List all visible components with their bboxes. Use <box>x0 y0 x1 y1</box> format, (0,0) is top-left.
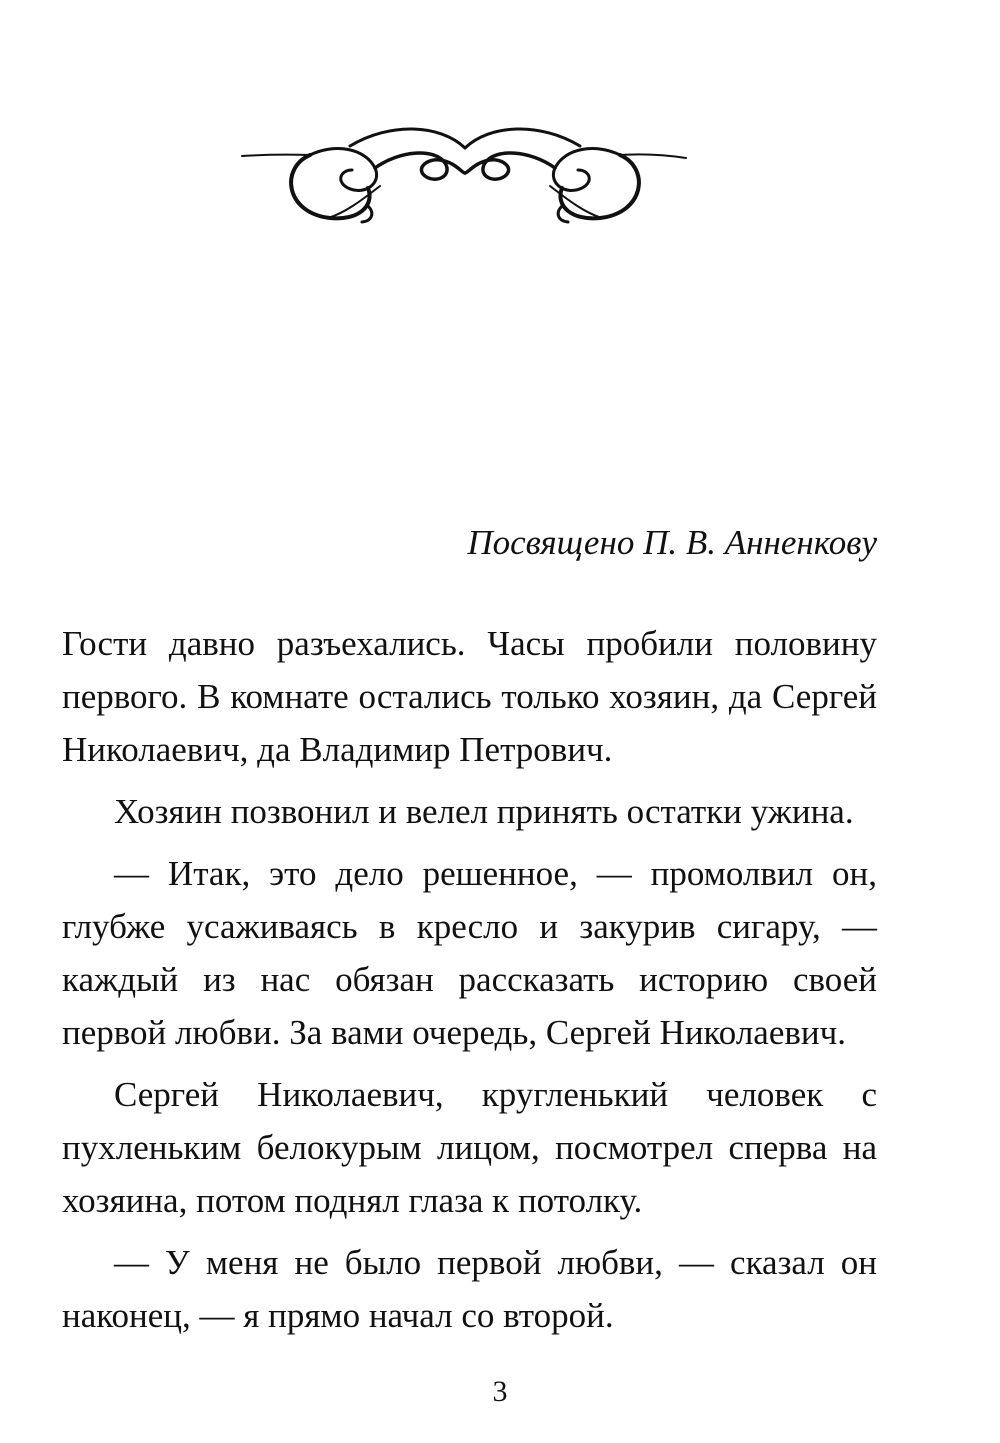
page-number: 3 <box>492 1375 508 1408</box>
body-text <box>62 617 877 1351</box>
paragraph: Сергей Николаевич, кругленький человек с пухленьким белокурым лицом, посмотрел сперва на хозяина, потом поднял глаза к потолку. <box>62 1075 877 1220</box>
paragraph: — Итак, это дело решенное, — промолвил он, глубже усаживаясь в кресло и закурив сигару, — каждый из нас обязан рассказать историю своей первой любви. За вами очередь, Сергей Николаевич. <box>62 854 877 1052</box>
dedication: Посвящено П. В. Анненкову <box>467 523 877 562</box>
paragraph: Хозяин позвонил и велел принять остатки ужина. <box>114 792 854 831</box>
paragraph: Гости давно разъехались. Часы пробили половину первого. В комнате остались только хозяин, да Сергей Николаевич, да Владимир Петрович. <box>62 624 877 769</box>
scroll-flourish-icon <box>240 118 690 233</box>
paragraph: — У меня не было первой любви, — сказал он наконец, — я прямо начал со второй. <box>62 1243 877 1335</box>
